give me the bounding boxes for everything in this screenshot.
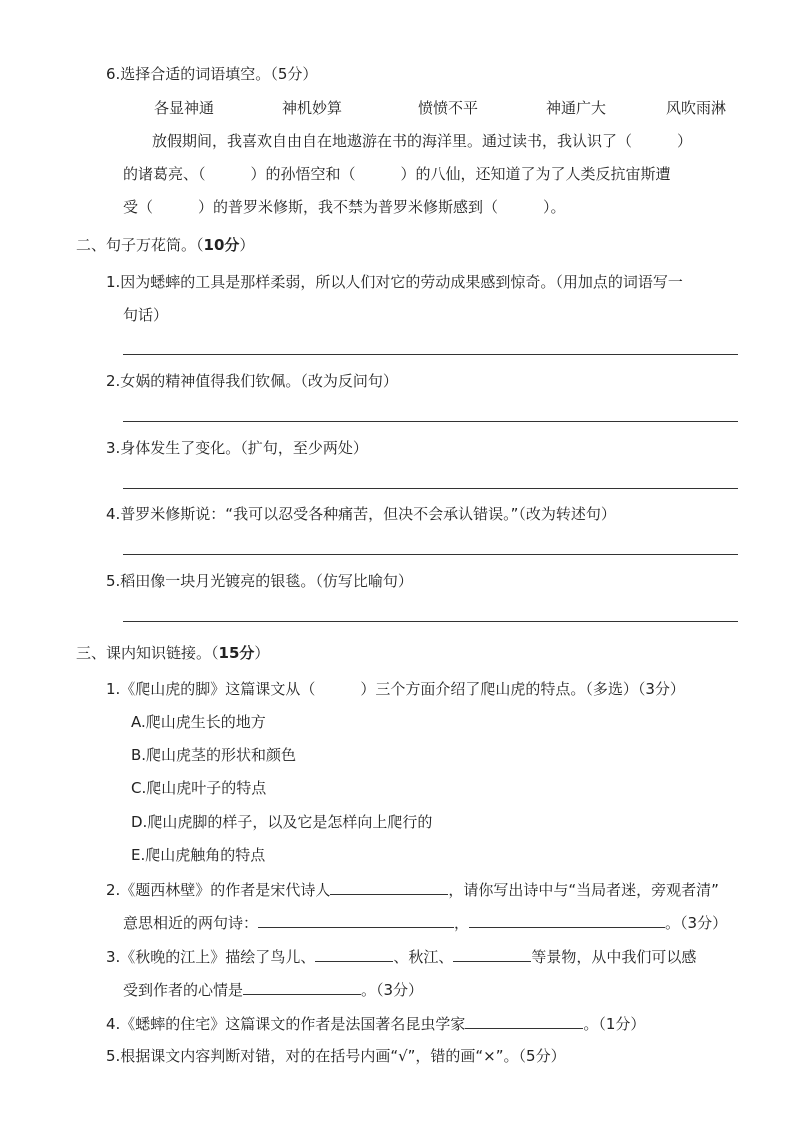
q6-passage-line: 的诸葛亮、（ ）的孙悟空和（ ）的八仙，还知道了为了人类反抗宙斯遭 xyxy=(123,165,671,183)
q6-title: 6.选择合适的词语填空。（5分） xyxy=(106,65,318,83)
s3-q2-line1: 2.《题西林壁》的作者是宋代诗人 ，请你写出诗中与“当局者迷，旁观者清” xyxy=(106,881,719,899)
s2-q5-answer-line[interactable] xyxy=(123,621,738,622)
s3-q1-option-c: C.爬山虎叶子的特点 xyxy=(131,779,267,797)
s2-q5-text: 5.稻田像一块月光镀亮的银毯。（仿写比喻句） xyxy=(106,572,413,590)
s2-q2-text: 2.女娲的精神值得我们钦佩。（改为反问句） xyxy=(106,372,398,390)
s3-q3-blank-scene1[interactable] xyxy=(315,946,393,962)
s2-q1-text: 1.因为蟋蟀的工具是那样柔弱，所以人们对它的劳动成果感到惊奇。（用加点的词语写一 xyxy=(106,273,683,291)
q6-word-option: 神机妙算 xyxy=(282,99,343,117)
q6-passage-line: 受（ ）的普罗米修斯，我不禁为普罗米修斯感到（ ）。 xyxy=(123,198,566,216)
s3-q1-option-d: D.爬山虎脚的样子，以及它是怎样向上爬行的 xyxy=(131,813,433,831)
s3-q1-option-a: A.爬山虎生长的地方 xyxy=(131,713,266,731)
s3-q5-text: 5.根据课文内容判断对错，对的在括号内画“√”，错的画“×”。（5分） xyxy=(106,1047,566,1065)
section2-score: 10分 xyxy=(203,236,240,254)
s3-q4-blank-author[interactable] xyxy=(465,1013,583,1029)
s3-q2-blank-verse2[interactable] xyxy=(469,912,665,928)
s2-q3-answer-line[interactable] xyxy=(123,488,738,489)
s2-q4-text: 4.普罗米修斯说：“我可以忍受各种痛苦，但决不会承认错误。”（改为转述句） xyxy=(106,505,616,523)
s3-q4-line: 4.《蟋蟀的住宅》这篇课文的作者是法国著名昆虫学家 。（1分） xyxy=(106,1015,646,1033)
s2-q2-answer-line[interactable] xyxy=(123,421,738,422)
q6-word-option: 各显神通 xyxy=(154,99,215,117)
s2-q1-answer-line[interactable] xyxy=(123,354,738,355)
q6-word-option: 神通广大 xyxy=(546,99,607,117)
s3-q3-blank-mood[interactable] xyxy=(243,979,361,995)
section3-score: 15分 xyxy=(218,644,255,662)
q6-passage-line: 放假期间，我喜欢自由自在地遨游在书的海洋里。通过读书，我认识了（ ） xyxy=(152,132,693,150)
s3-q2-blank-poet[interactable] xyxy=(330,879,448,895)
s3-q1-option-e: E.爬山虎触角的特点 xyxy=(131,846,266,864)
s3-q3-line1: 3.《秋晚的江上》描绘了鸟儿、 、秋江、 等景物，从中我们可以感 xyxy=(106,948,697,966)
q6-word-option: 风吹雨淋 xyxy=(666,99,727,117)
section2-heading: 二、句子万花筒。（10分） xyxy=(76,236,255,254)
q6-word-option: 愤愤不平 xyxy=(418,99,479,117)
s3-q2-line2: 意思相近的两句诗： ， 。（3分） xyxy=(123,914,728,932)
s3-q1-text: 1.《爬山虎的脚》这篇课文从（ ）三个方面介绍了爬山虎的特点。（多选）（3分） xyxy=(106,680,685,698)
s3-q1-option-b: B.爬山虎茎的形状和颜色 xyxy=(131,746,297,764)
s2-q4-answer-line[interactable] xyxy=(123,554,738,555)
s3-q3-line2: 受到作者的心情是 。（3分） xyxy=(123,981,424,999)
section3-heading: 三、课内知识链接。（15分） xyxy=(76,644,270,662)
s2-q3-text: 3.身体发生了变化。（扩句，至少两处） xyxy=(106,439,368,457)
s3-q3-blank-scene2[interactable] xyxy=(453,946,531,962)
s2-q1-text-cont: 句话） xyxy=(123,306,169,324)
s3-q2-blank-verse1[interactable] xyxy=(258,912,454,928)
